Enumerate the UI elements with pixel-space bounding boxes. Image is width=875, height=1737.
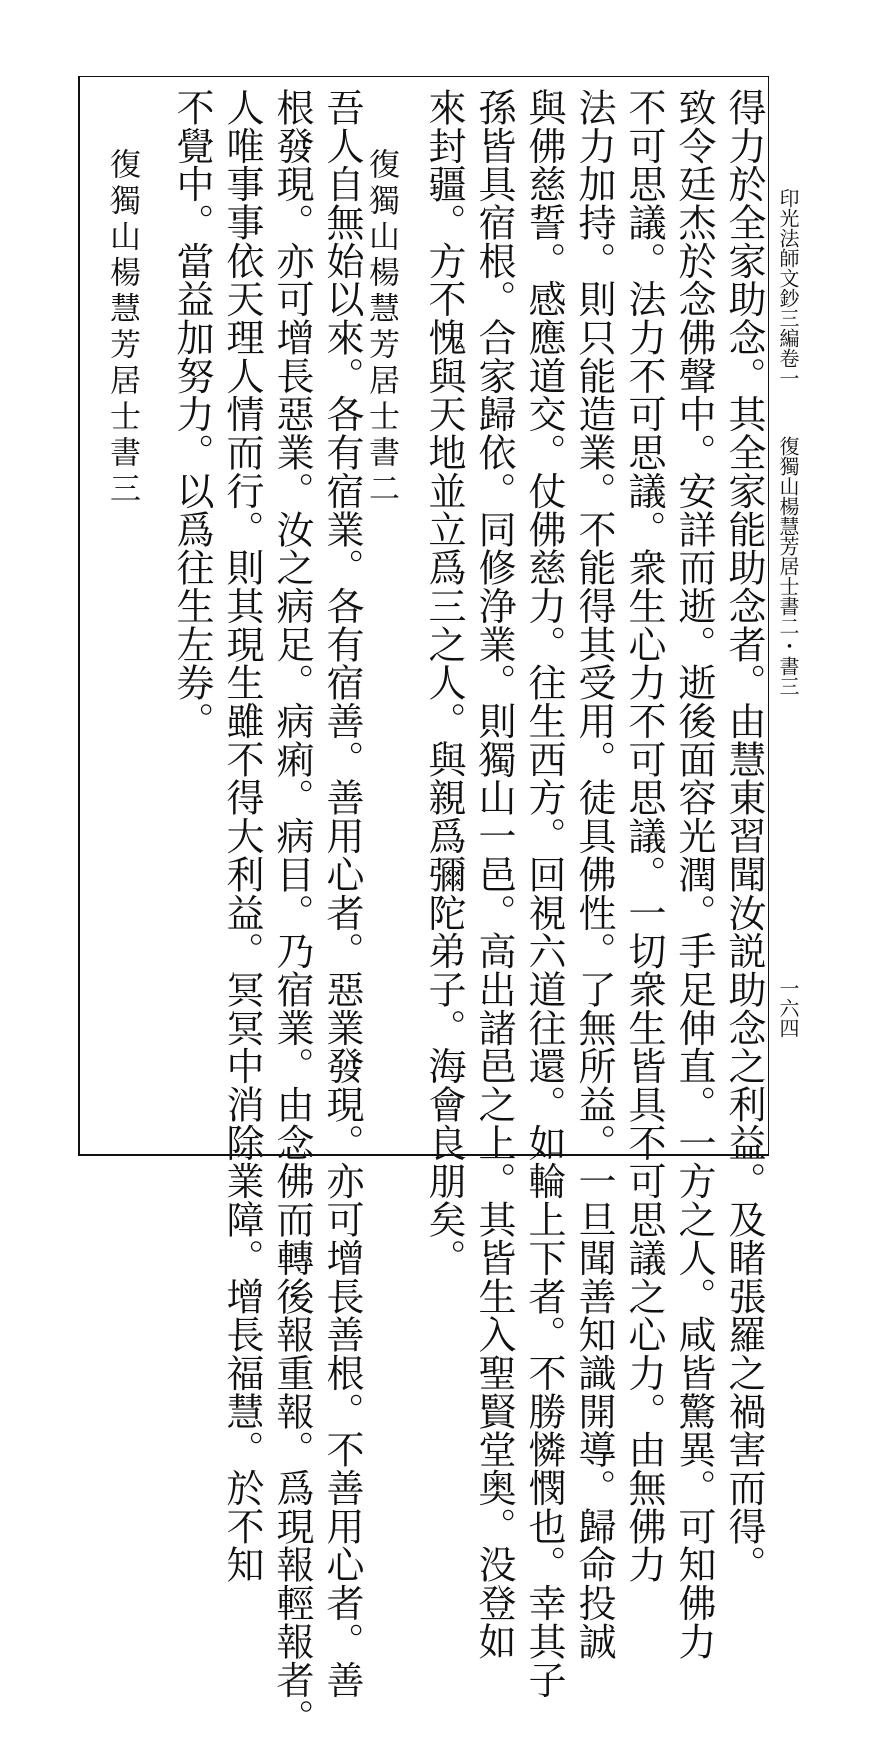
text-column-2: 致令廷杰於念佛聲中。安詳而逝。逝後面容光潤。手足伸直。一方之人。咸皆驚異。可知佛力 [672, 88, 716, 1661]
section-title-header: 復獨山楊慧芳居士書二・書三 [776, 436, 800, 696]
text-column-7: 來封疆。方不愧與天地並立爲三之人。與親爲彌陀弟子。海會良朋矣。 [422, 88, 466, 1277]
text-column-3: 不可思議。法力不可思議。衆生心力不可思議。一切衆生皆具不可思議之心力。由無佛力 [622, 88, 666, 1584]
letter-heading: 復獨山楊慧芳居士書二 [363, 148, 399, 508]
text-column-8: 吾人自無始以來。各有宿業。各有宿善。善用心者。惡業發現。亦可增長善根。不善用心者。善 [320, 88, 364, 1699]
text-column-10: 人唯事事依天理人情而行。則其現生雖不得大利益。冥冥中消除業障。增長福慧。於不知 [220, 88, 264, 1584]
next-letter-heading: 復獨山楊慧芳居士書三 [104, 148, 140, 508]
text-column-6: 孫皆具宿根。合家歸依。同修浄業。則獨山一邑。高出諸邑之上。其皆生入聖賢堂奥。没登如 [472, 88, 516, 1661]
text-column-1: 得力於全家助念。其全家能助念者。由慧東習聞汝説助念之利益。及睹張羅之禍害而得。 [722, 88, 766, 1584]
text-column-5: 與佛慈誓。感應道交。仗佛慈力。往生西方。回視六道往還。如輪上下者。不勝憐憫也。幸其子 [522, 88, 566, 1699]
book-title-header: 印光法師文鈔三編卷一 [776, 188, 800, 388]
text-column-11: 不覺中。當益加努力。以爲往生左券。 [170, 88, 214, 740]
text-column-4: 法力加持。則只能造業。不能得其受用。徒具佛性。了無所益。一旦聞善知識開導。歸命投誠 [572, 88, 616, 1661]
text-column-9: 根發現。亦可增長惡業。汝之病足。病痢。病目。乃宿業。由念佛而轉後報重報。爲現報輕報者。 [270, 88, 314, 1737]
page-number: 一六四 [776, 978, 800, 1038]
header-rule [768, 76, 769, 1156]
